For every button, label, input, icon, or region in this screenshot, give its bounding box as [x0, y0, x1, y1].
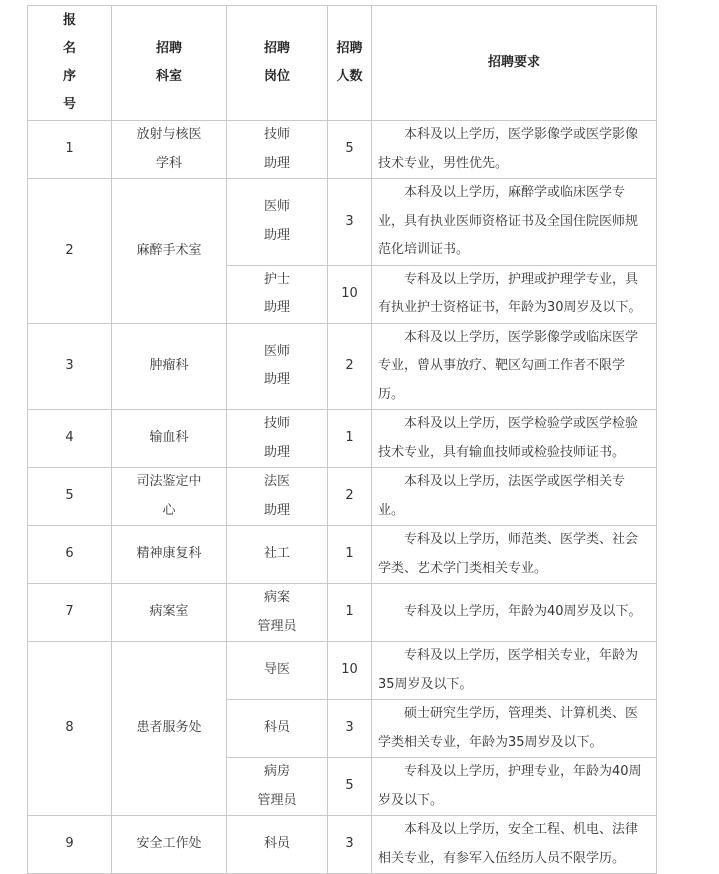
table-row: [28, 642, 657, 700]
requirement-cell: 专科及以上学历，师范类、医学类、社会学类、艺术学门类相关专业。: [372, 526, 657, 584]
recruitment-table: [27, 5, 657, 874]
dept-cell: 放射与核医 学科: [112, 121, 227, 179]
seq-cell: 1: [28, 121, 112, 179]
seq-cell: 4: [28, 410, 112, 468]
count-cell: 2: [328, 323, 372, 410]
requirement-cell: 本科及以上学历，医学影像学或医学影像技术专业，男性优先。: [372, 121, 657, 179]
seq-cell: 6: [28, 526, 112, 584]
dept-cell: 输血科: [112, 410, 227, 468]
header-position: 招聘 岗位: [227, 6, 328, 121]
table-row: [28, 323, 657, 410]
seq-cell: 2: [28, 179, 112, 324]
requirement-cell: 本科及以上学历，医学检验学或医学检验技术专业，具有输血技师或检验技师证书。: [372, 410, 657, 468]
position-cell: 社工: [227, 526, 328, 584]
count-cell: 1: [328, 526, 372, 584]
header-dept: 招聘 科室: [112, 6, 227, 121]
requirement-cell: 专科及以上学历，年龄为40周岁及以下。: [372, 584, 657, 642]
position-cell: 医师 助理: [227, 179, 328, 266]
requirement-cell: 本科及以上学历，医学影像学或临床医学专业，曾从事放疗、靶区勾画工作者不限学历。: [372, 323, 657, 410]
requirement-cell: 本科及以上学历，麻醉学或临床医学专业，具有执业医师资格证书及全国住院医师规范化培训证书。: [372, 179, 657, 266]
table-row: [28, 526, 657, 584]
position-cell: 科员: [227, 700, 328, 758]
dept-cell: 肿瘤科: [112, 323, 227, 410]
dept-cell: 患者服务处: [112, 642, 227, 816]
count-cell: 3: [328, 700, 372, 758]
table-row: [28, 468, 657, 526]
count-cell: 3: [328, 179, 372, 266]
table-row: [28, 584, 657, 642]
position-cell: 医师 助理: [227, 323, 328, 410]
requirement-cell: 本科及以上学历，安全工程、机电、法律相关专业，有参军入伍经历人员不限学历。: [372, 816, 657, 874]
position-cell: 技师 助理: [227, 121, 328, 179]
requirement-cell: 本科及以上学历，法医学或医学相关专业。: [372, 468, 657, 526]
seq-cell: 5: [28, 468, 112, 526]
count-cell: 5: [328, 121, 372, 179]
position-cell: 科员: [227, 816, 328, 874]
table-row: [28, 179, 657, 266]
count-cell: 1: [328, 584, 372, 642]
requirement-cell: 专科及以上学历，护理或护理学专业，具有执业护士资格证书，年龄为30周岁及以下。: [372, 265, 657, 323]
dept-cell: 精神康复科: [112, 526, 227, 584]
header-requirements: 招聘要求: [372, 6, 657, 121]
requirement-cell: 专科及以上学历，医学相关专业，年龄为35周岁及以下。: [372, 642, 657, 700]
position-cell: 法医 助理: [227, 468, 328, 526]
dept-cell: 麻醉手术室: [112, 179, 227, 324]
header-count: 招聘 人数: [328, 6, 372, 121]
table-row: [28, 121, 657, 179]
position-cell: 护士 助理: [227, 265, 328, 323]
count-cell: 10: [328, 265, 372, 323]
position-cell: 导医: [227, 642, 328, 700]
count-cell: 5: [328, 758, 372, 816]
dept-cell: 病案室: [112, 584, 227, 642]
position-cell: 技师 助理: [227, 410, 328, 468]
dept-cell: 安全工作处: [112, 816, 227, 874]
seq-cell: 7: [28, 584, 112, 642]
count-cell: 2: [328, 468, 372, 526]
header-seq: 报 名 序 号: [28, 6, 112, 121]
seq-cell: 8: [28, 642, 112, 816]
count-cell: 10: [328, 642, 372, 700]
table-row: [28, 816, 657, 874]
position-cell: 病案 管理员: [227, 584, 328, 642]
count-cell: 1: [328, 410, 372, 468]
dept-cell: 司法鉴定中 心: [112, 468, 227, 526]
position-cell: 病房 管理员: [227, 758, 328, 816]
table-row: [28, 410, 657, 468]
header-row: [28, 6, 657, 121]
seq-cell: 3: [28, 323, 112, 410]
seq-cell: 9: [28, 816, 112, 874]
requirement-cell: 专科及以上学历，护理专业，年龄为40周岁及以下。: [372, 758, 657, 816]
requirement-cell: 硕士研究生学历，管理类、计算机类、医学类相关专业，年龄为35周岁及以下。: [372, 700, 657, 758]
count-cell: 3: [328, 816, 372, 874]
